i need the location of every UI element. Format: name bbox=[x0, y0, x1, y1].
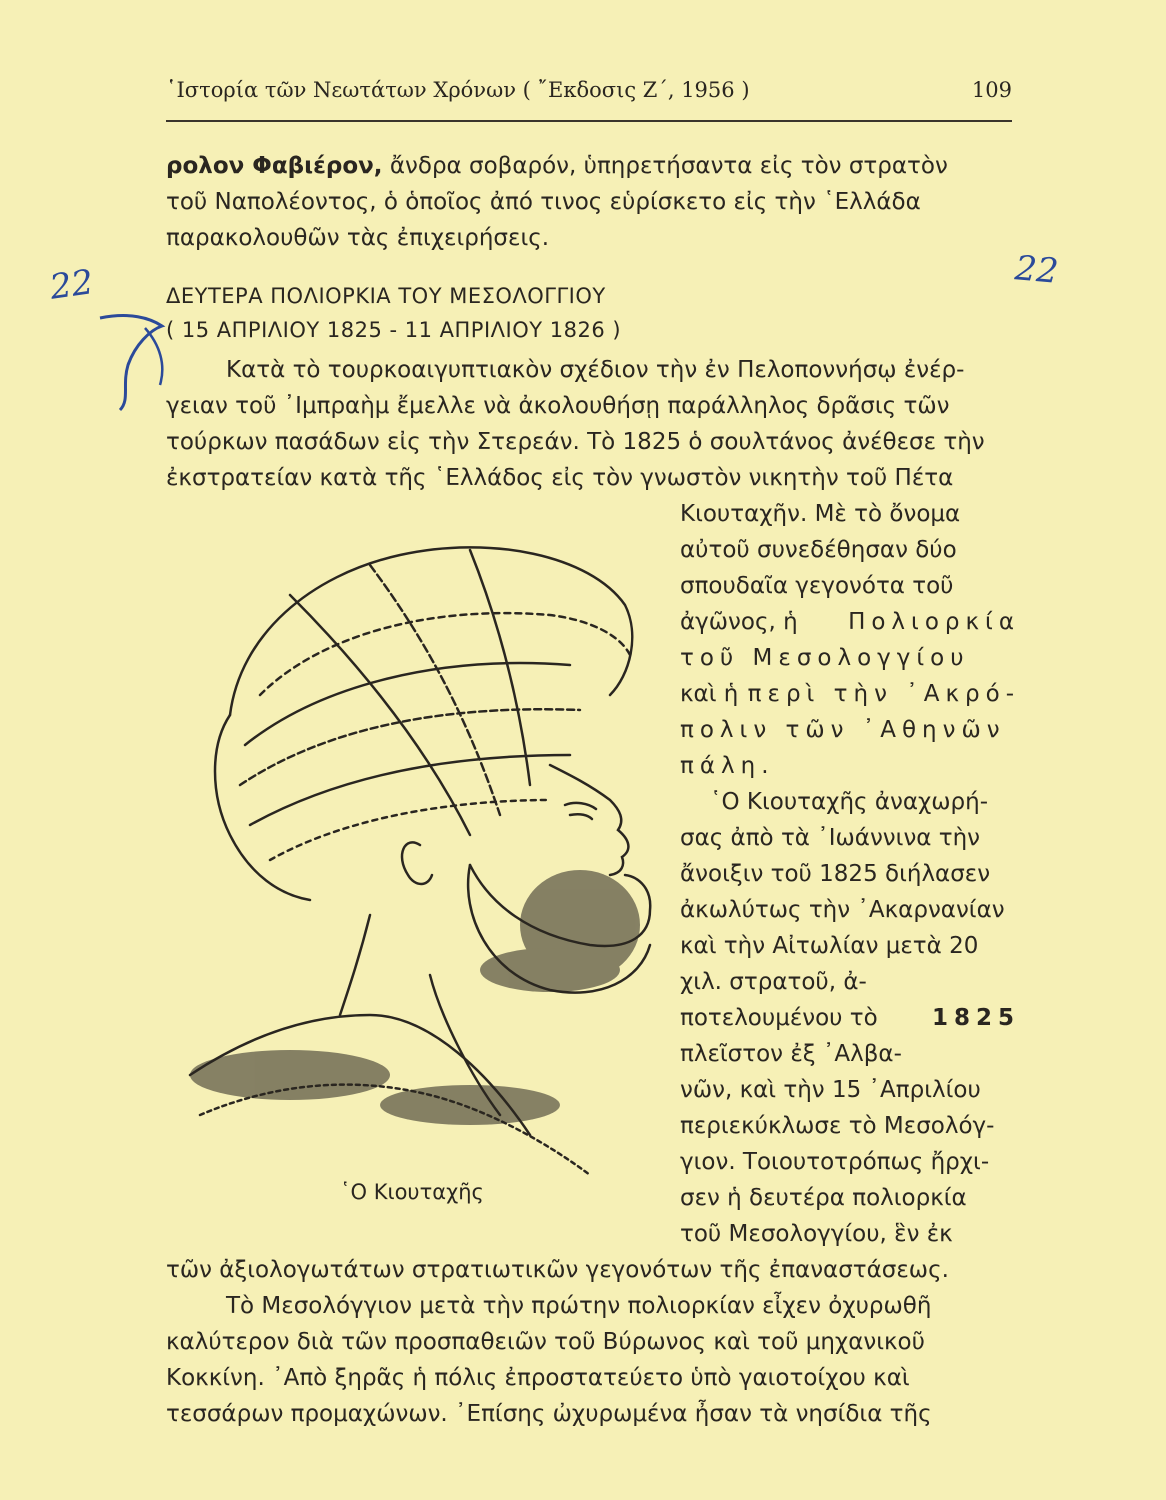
bold-year: 1825 bbox=[931, 1005, 1020, 1031]
text-line: σεν ἡ δευτέρα πολιορκία bbox=[680, 1185, 967, 1211]
text-line: χιλ. στρατοῦ, ἀ- bbox=[680, 969, 867, 995]
text-line: Κιουταχῆν. Μὲ τὸ ὄνομα bbox=[680, 501, 961, 527]
text-line: τοῦ Ναπολέοντος, ὁ ὁποῖος ἀπό τινος εὑρίσκετο εἰς τὴν ῾Ελλάδα bbox=[166, 189, 921, 215]
spaced-text: τοῦ Μεσολογγίου bbox=[680, 645, 970, 671]
text-line: πλεῖστον ἐξ ᾿Αλβα- bbox=[680, 1041, 902, 1067]
text-line: Κοκκίνη. ᾿Απὸ ξηρᾶς ἡ πόλις ἐπροστατεύετο ὑπὸ γαιοτοίχου καὶ bbox=[166, 1365, 910, 1391]
text-line: Κατὰ τὸ τουρκοαιγυπτιακὸν σχέδιον τὴν ἐν Πελοποννήσῳ ἐνέρ- bbox=[226, 357, 965, 383]
handwritten-note-right: 22 bbox=[1013, 248, 1060, 292]
text-line: περιεκύκλωσε τὸ Μεσολόγ- bbox=[680, 1113, 995, 1139]
spaced-text: Πολιορκία bbox=[848, 609, 1020, 635]
text-line: ἐκστρατείαν κατὰ τῆς ῾Ελλάδος εἰς τὸν γνωστὸν νικητὴν τοῦ Πέτα bbox=[166, 465, 954, 491]
text-line: σας ἀπὸ τὰ ᾿Ιωάννινα τὴν bbox=[680, 825, 981, 851]
section-heading: ΔΕΥΤΕΡΑ ΠΟΛΙΟΡΚΙΑ ΤΟΥ ΜΕΣΟΛΟΓΓΙΟΥ bbox=[166, 284, 606, 308]
text-line: ἀκωλύτως τὴν ᾿Ακαρνανίαν bbox=[680, 897, 1005, 923]
spaced-text: πάλη. bbox=[680, 753, 775, 779]
text-line: καὶ τὴν Αἰτωλίαν μετὰ 20 bbox=[680, 933, 979, 959]
text-line: παρακολουθῶν τὰς ἐπιχειρήσεις. bbox=[166, 225, 550, 251]
spaced-text: περὶ τὴν ᾿Ακρό- bbox=[747, 681, 1020, 707]
text-span: ποτελουμένου τὸ bbox=[680, 1005, 878, 1031]
text-span: καὶ ἡ bbox=[680, 681, 739, 707]
page-number: 109 bbox=[971, 78, 1012, 102]
text-line: Τὸ Μεσολόγγιον μετὰ τὴν πρώτην πολιορκίαν εἶχεν ὀχυρωθῆ bbox=[226, 1293, 932, 1319]
bold-name: ρολον Φαβιέρον, bbox=[166, 153, 383, 179]
text-line: τούρκων πασάδων εἰς τὴν Στερεάν. Τὸ 1825 ὁ σουλτάνος ἀνέθεσε τὴν bbox=[166, 429, 985, 455]
section-subheading: ( 15 ΑΠΡΙΛΙΟΥ 1825 - 11 ΑΠΡΙΛΙΟΥ 1826 ) bbox=[166, 318, 622, 342]
text-line: σπουδαῖα γεγονότα τοῦ bbox=[680, 573, 954, 599]
text-line: τῶν ἀξιολογωτάτων στρατιωτικῶν γεγονότων τῆς ἐπαναστάσεως. bbox=[166, 1257, 949, 1283]
portrait-caption: ῾Ο Κιουταχῆς bbox=[340, 1180, 484, 1204]
text-line: γιον. Τοιουτοτρόπως ἤρχι- bbox=[680, 1149, 990, 1175]
text-line: ἄνοιξιν τοῦ 1825 διήλασεν bbox=[680, 861, 991, 887]
text-line: νῶν, καὶ τὴν 15 ᾿Απριλίου bbox=[680, 1077, 981, 1103]
text-line: τεσσάρων προμαχώνων. ᾿Επίσης ὠχυρωμένα ἦσαν τὰ νησίδια τῆς bbox=[166, 1401, 932, 1427]
text-span: ἄνδρα σοβαρόν, ὑπηρετήσαντα εἰς τὸν στρατὸν bbox=[389, 153, 948, 179]
header-title: ῾Ιστορία τῶν Νεωτάτων Χρόνων ( ῎Εκδοσις Ζ΄, 1956 ) bbox=[166, 78, 750, 102]
handwritten-note-left: 22 bbox=[47, 262, 96, 308]
text-line: γειαν τοῦ ᾿Ιμπραὴμ ἔμελλε νὰ ἀκολουθήσῃ παράλληλος δρᾶσις τῶν bbox=[166, 393, 950, 419]
text-span: ἀγῶνος, ἡ bbox=[680, 609, 798, 635]
spaced-text: πολιν τῶν ᾿Αθηνῶν bbox=[680, 717, 1006, 743]
text-line: τοῦ Μεσολογγίου, ἓν ἐκ bbox=[680, 1221, 953, 1247]
text-line: ῾Ο Κιουταχῆς ἀναχωρή- bbox=[710, 789, 989, 815]
text-line: αὐτοῦ συνεδέθησαν δύο bbox=[680, 537, 957, 563]
text-line: καλύτερον διὰ τῶν προσπαθειῶν τοῦ Βύρωνος καὶ τοῦ μηχανικοῦ bbox=[166, 1329, 925, 1355]
